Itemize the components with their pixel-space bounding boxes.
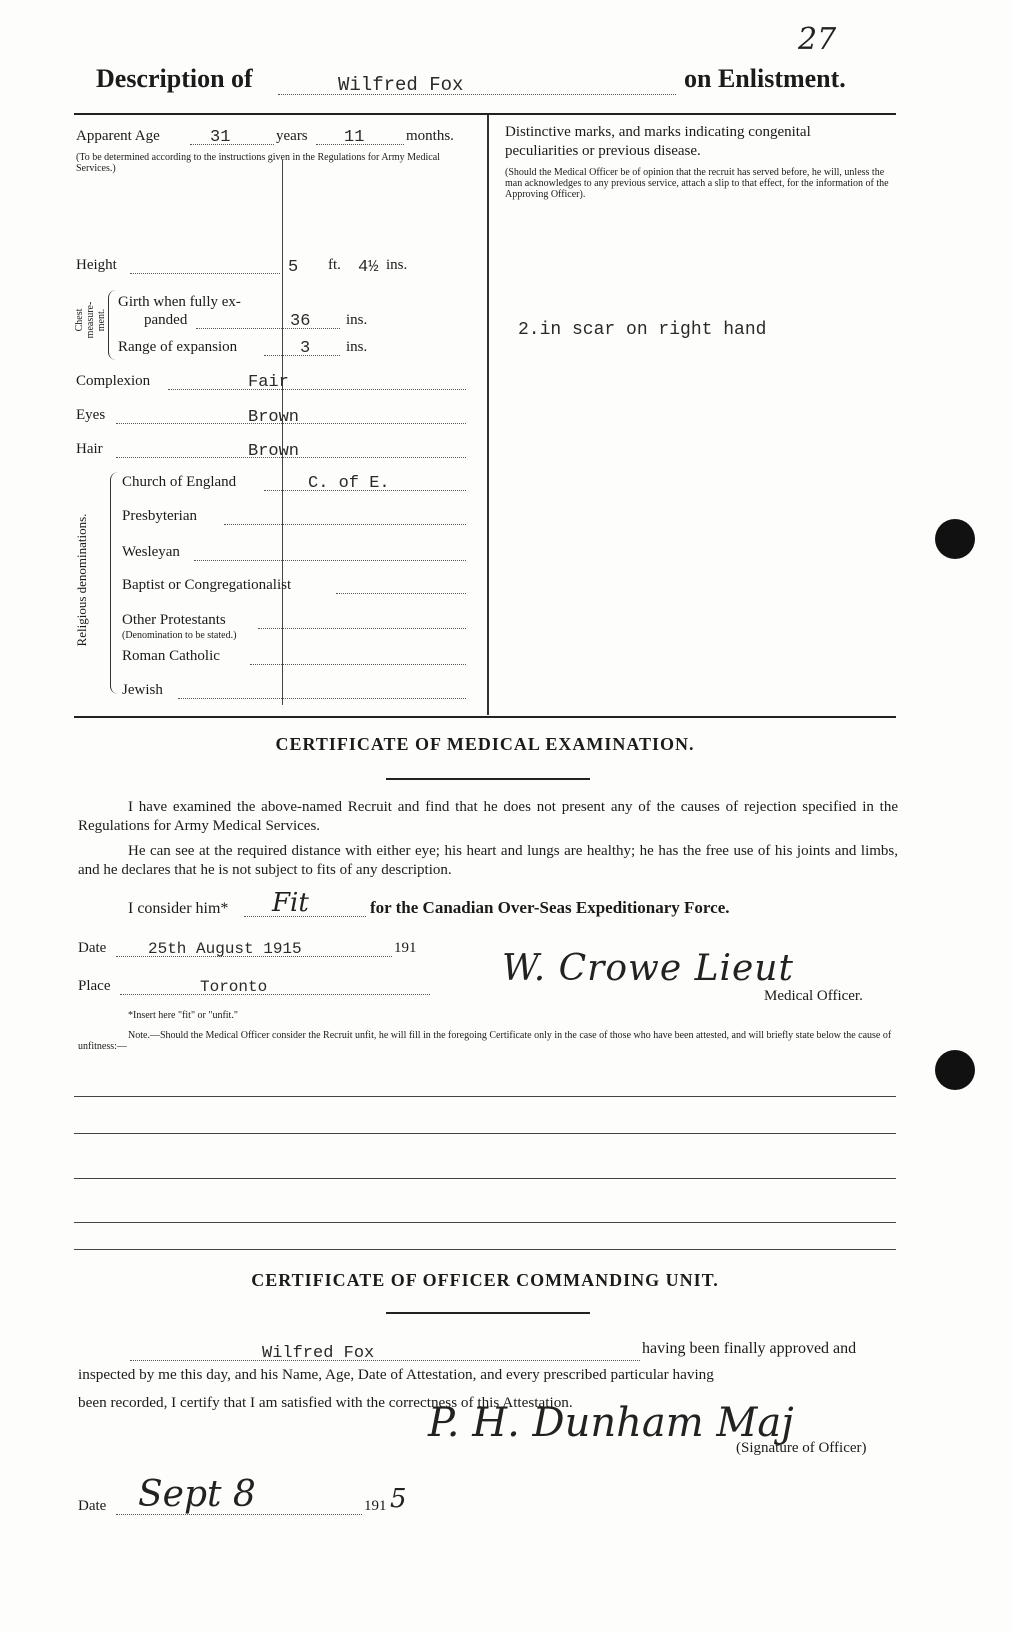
- commanding-line3: been recorded, I certify that I am satisfied with the correctness of this Attestation.: [78, 1394, 573, 1411]
- unfitness-line-3: [74, 1178, 896, 1179]
- religion-denomination-note: (Denomination to be stated.): [122, 630, 237, 641]
- religion-presbyterian-line: [224, 524, 466, 525]
- medical-date-label: Date: [78, 940, 107, 956]
- medical-consider-value: Fit: [272, 888, 309, 918]
- religion-wesleyan-line: [194, 560, 466, 561]
- hair-label: Hair: [76, 441, 103, 457]
- hair-value: Brown: [248, 442, 300, 461]
- complexion-label: Complexion: [76, 373, 151, 389]
- religion-other-line: [258, 628, 466, 629]
- religion-wesleyan-label: Wesleyan: [122, 544, 180, 560]
- unfitness-line-1: [74, 1096, 896, 1097]
- eyes-label: Eyes: [76, 407, 106, 423]
- medical-place-label: Place: [78, 978, 111, 994]
- height-ft-label: ft.: [328, 257, 341, 273]
- commanding-date-year: 191: [364, 1498, 387, 1514]
- punch-hole-top: [935, 519, 975, 559]
- age-years-line: [190, 144, 274, 145]
- commanding-name: Wilfred Fox: [262, 1344, 375, 1363]
- column-divider: [487, 115, 489, 715]
- medical-title-underline: [386, 778, 590, 780]
- marks-note: (Should the Medical Officer be of opinion that the recruit has served before, he will, unless the man acknowledges to any previous service, attach a slip to that effect, for the information of the Approving Officer).: [505, 167, 889, 200]
- medical-unfit-note: Note.—Should the Medical Officer consider the Recruit unfit, he will fill in the foregoing Certificate only in the case of those who have been attested, and will briefly state below the cause of unfitness:—: [78, 1030, 892, 1052]
- religion-church-of-england-label: Church of England: [122, 474, 237, 490]
- medical-place-line: [120, 994, 430, 995]
- medical-date-value: 25th August 1915: [148, 940, 302, 958]
- chest-range-unit: ins.: [346, 339, 368, 355]
- religion-church-of-england-value: C. of E.: [308, 474, 390, 493]
- medical-place-value: Toronto: [200, 978, 268, 996]
- age-years-value: 31: [210, 128, 231, 147]
- age-years-label: years: [276, 128, 308, 144]
- punch-hole-bottom: [935, 1050, 975, 1090]
- unfitness-line-4: [74, 1222, 896, 1223]
- marks-title-2: peculiarities or previous disease.: [505, 143, 701, 159]
- marks-title-1: Distinctive marks, and marks indicating congenital: [505, 124, 811, 140]
- commanding-line1-suffix: having been finally approved and: [642, 1340, 857, 1357]
- medical-consider-prefix: I consider him*: [128, 900, 229, 917]
- complexion-line: [168, 389, 466, 390]
- commanding-name-line: [130, 1360, 640, 1361]
- chest-bracket: [108, 290, 117, 360]
- medical-insert-note: *Insert here "fit" or "unfit.": [128, 1010, 238, 1021]
- religion-presbyterian-label: Presbyterian: [122, 508, 197, 524]
- complexion-value: Fair: [248, 373, 289, 392]
- age-note: (To be determined according to the instructions given in the Regulations for Army Medical Services.): [76, 152, 440, 174]
- medical-title: CERTIFICATE OF MEDICAL EXAMINATION.: [275, 734, 695, 754]
- commanding-signature-label: (Signature of Officer): [736, 1440, 867, 1456]
- religion-jewish-label: Jewish: [122, 682, 163, 698]
- commanding-date-label: Date: [78, 1498, 107, 1514]
- chest-girth-unit: ins.: [346, 312, 368, 328]
- religion-jewish-line: [178, 698, 466, 699]
- height-ins-label: ins.: [386, 257, 408, 273]
- commanding-title-underline: [386, 1312, 590, 1314]
- chest-girth-value: 36: [290, 312, 311, 331]
- commanding-date-value: Sept 8: [138, 1474, 256, 1515]
- medical-officer-label: Medical Officer.: [764, 988, 863, 1004]
- commanding-line2: inspected by me this day, and his Name, Age, Date of Attestation, and every prescribed particular having: [78, 1366, 714, 1383]
- age-months-label: months.: [406, 128, 454, 144]
- height-line: [130, 273, 280, 274]
- medical-para-2: He can see at the required distance with either eye; his heart and lungs are healthy; he has the free use of his joints and limbs, and he declares that he is not subject to fits of any description.: [78, 843, 898, 878]
- medical-date-year: 191: [394, 940, 417, 956]
- section-rule: [74, 716, 896, 718]
- chest-range-label: Range of expansion: [118, 339, 238, 355]
- chest-range-value: 3: [300, 339, 311, 358]
- religion-roman-catholic-label: Roman Catholic: [122, 648, 220, 664]
- header-name: Wilfred Fox: [338, 74, 464, 96]
- religion-baptist-line: [336, 593, 466, 594]
- height-label: Height: [76, 257, 117, 273]
- header-suffix: on Enlistment.: [684, 64, 846, 93]
- medical-para-1: I have examined the above-named Recruit and find that he does not present any of the causes of rejection specified in the Regulations for Army Medical Services.: [78, 799, 898, 834]
- chest-girth-line: [196, 328, 340, 329]
- page-number: 27: [798, 22, 837, 57]
- chest-side-label: Chest measure- ment.: [74, 301, 107, 339]
- marks-value: 2.in scar on right hand: [518, 320, 767, 340]
- height-ft-value: 5: [288, 258, 299, 277]
- religion-side-label: Religious denominations.: [74, 513, 89, 647]
- commanding-title: CERTIFICATE OF OFFICER COMMANDING UNIT.: [251, 1270, 719, 1290]
- religion-roman-catholic-line: [250, 664, 466, 665]
- age-label: Apparent Age: [76, 128, 160, 144]
- commanding-signature: P. H. Dunham Maj: [428, 1400, 794, 1446]
- commanding-year-suffix: 5: [390, 1484, 407, 1514]
- religion-bracket: [110, 472, 119, 694]
- column-divider-inner: [282, 160, 283, 705]
- chest-girth-label-2: panded: [144, 312, 188, 328]
- medical-consider-suffix: for the Canadian Over-Seas Expeditionary Force.: [370, 898, 730, 917]
- medical-signature: W. Crowe Lieut: [502, 948, 794, 989]
- header-prefix: Description of: [96, 64, 253, 93]
- chest-girth-label-1: Girth when fully ex-: [118, 294, 241, 310]
- top-rule: [74, 113, 896, 115]
- height-ins-value: 4½: [358, 258, 379, 277]
- unfitness-line-2: [74, 1133, 896, 1134]
- eyes-value: Brown: [248, 408, 300, 427]
- age-months-value: 11: [344, 128, 365, 147]
- religion-other-label: Other Protestants: [122, 612, 226, 628]
- religion-baptist-label: Baptist or Congregationalist: [122, 577, 292, 593]
- unfitness-line-5: [74, 1249, 896, 1250]
